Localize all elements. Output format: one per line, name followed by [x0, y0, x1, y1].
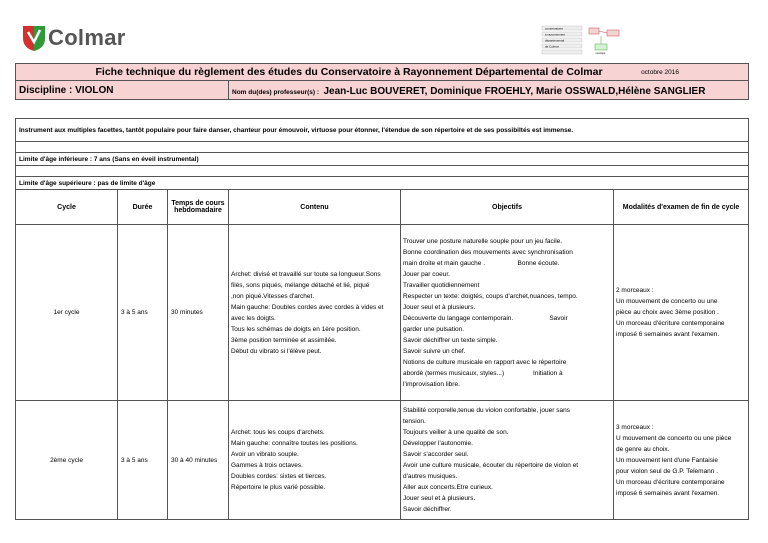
colmar-shield-icon	[22, 24, 46, 52]
right-logo-line-4: musique	[595, 52, 606, 55]
cycle-cell: 2ème cycle	[16, 401, 118, 520]
objectifs-cell: Trouver une posture naturelle souple pour un jeu facile. Bonne coordination des mouvements avec synchronisation main droite et main gauche . Bonne écoute. Jouer par coeur. Travailler quotidiennement Respecter un texte: doigtés, coups d'archet,nuances, tempo. Jouer seul et à plusieurs. Découverte du langage contemporain. Savoir garder une pulsation. Savoir déchiffrer un texte simple. Savoir suivre un chef. Notions de culture musicale en rapport avec le répertoire abordé (termes musicaux, styles...) Initiation à l'improvisation libre.	[401, 225, 614, 401]
duree-cell: 3 à 5 ans	[118, 401, 168, 520]
professors-label: Nom du(des) professeur(s) :	[232, 89, 320, 96]
modalites-cell: 2 morceaux : Un mouvement de concerto ou une pièce au choix avec 3ème position . Un morceau d'écriture contemporaine imposé 6 semaines avant l'examen.	[614, 225, 749, 401]
professors-cell	[229, 81, 749, 100]
right-logo-line-1: à rayonnement	[545, 32, 566, 37]
duree-cell: 3 à 5 ans	[118, 225, 168, 401]
table-row	[16, 225, 749, 401]
conservatoire-logo	[537, 24, 625, 56]
regulation-table	[15, 63, 749, 520]
document-title: Fiche technique du règlement des études du Conservatoire à Rayonnement Départemental de Colmar	[95, 66, 603, 78]
title-row	[16, 64, 749, 81]
header-modalites: Modalités d'examen de fin de cycle	[614, 190, 749, 225]
temps-cell: 30 à 40 minutes	[168, 401, 229, 520]
header-duree: Durée	[118, 190, 168, 225]
table-row	[16, 401, 749, 520]
professors-names: Jean-Luc BOUVERET, Dominique FROEHLY, Marie OSSWALD,Hélène SANGLIER	[323, 86, 706, 97]
modalites-cell: 3 morceaux : U mouvement de concerto ou une pièce de genre au choix. Un mouvement lent d'une Fantaisie pour violon seul de G.P. Telemann . Un morceau d'écriture contemporaine imposé 6 semaines avant l'examen.	[614, 401, 749, 520]
right-logo-line-2: départemental	[545, 38, 565, 43]
cycle-cell: 1er cycle	[16, 225, 118, 401]
colmar-logo	[22, 22, 126, 54]
objectifs-cell: Stabilité corporelle,tenue du violon confortable, jouer sans tension. Toujours veiller à une qualité de son. Développer l'autonomie. Savoir s'accorder seul. Avoir une culture musicale, écouter du répertoire de violon et d'autres musiques. Aller aux concerts.Etre curieux. Jouer seul et à plusieurs. Savoir déchiffrer.	[401, 401, 614, 520]
instrument-description: Instrument aux multiples facettes, tantôt populaire pour faire danser, chanteur pour émouvoir, virtuose pour étonner, l'étendue de son répertoire et de ses possibiltés est immense.	[16, 119, 749, 142]
contenu-cell: Archet: divisé et travaillé sur toute sa longueur.Sons filés, sons piqués, mélange détaché et lié, piqué ,non piqué.Vitesses d'archet. Main gauche: Doubles cordes avec cordes à vides et avec les doigts. Tous les schémas de doigts en 1ère position. 3ème position terminée et assimilée. Début du vibrato si l'élève peut.	[229, 225, 401, 401]
header-temps: Temps de cours hebdomadaire	[168, 190, 229, 225]
right-logo-line-0: conservatoire	[545, 26, 564, 31]
discipline-label: Discipline : VIOLON	[16, 81, 229, 100]
age-limit-superior: Limite d'âge supérieure : pas de limite d'âge	[16, 177, 749, 190]
header-contenu: Contenu	[229, 190, 401, 225]
document-date: octobre 2016	[641, 68, 680, 76]
logo-text: Colmar	[48, 25, 126, 50]
contenu-cell: Archet: tous les coups d'archets. Main gauche: connaître toutes les positions. Avoir un vibrato souple. Gammes à trois octaves. Doubles cordes: sixtes et tierces. Répertoire le plus varié possible.	[229, 401, 401, 520]
header-objectifs: Objectifs	[401, 190, 614, 225]
header-cycle: Cycle	[16, 190, 118, 225]
right-logo-line-3: de Colmar	[545, 44, 559, 49]
age-limit-inferior: Limite d'âge inférieure : 7 ans (Sans en éveil instrumental)	[16, 153, 749, 166]
temps-cell: 30 minutes	[168, 225, 229, 401]
